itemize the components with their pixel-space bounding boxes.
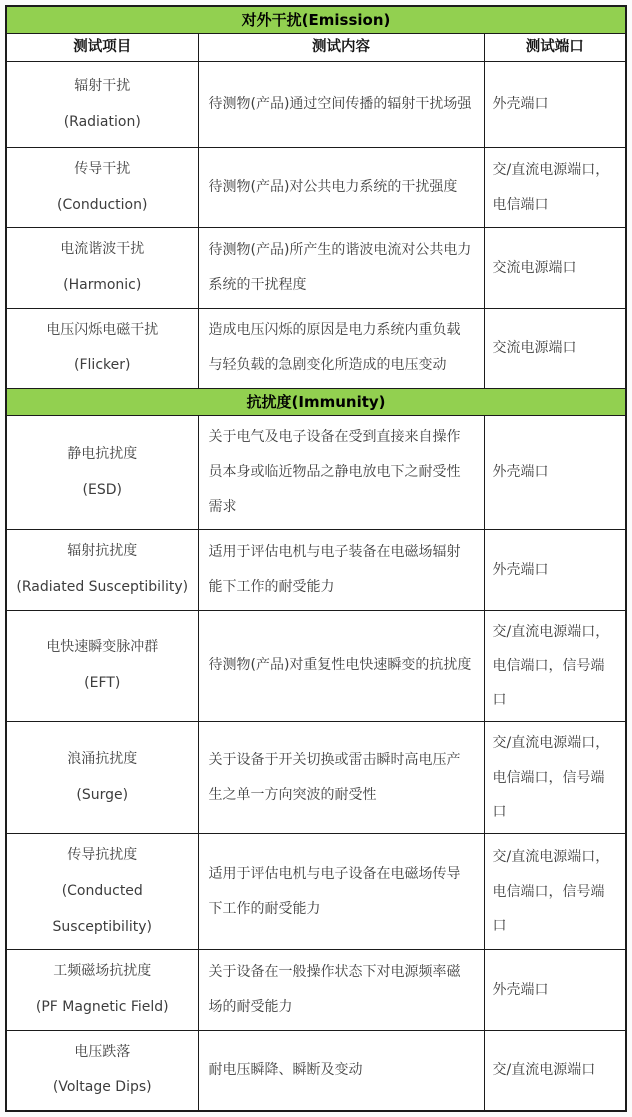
cell-test-port: 交流电源端口 <box>484 308 626 388</box>
table-row <box>6 610 626 722</box>
table-row <box>6 62 626 148</box>
table-row <box>6 308 626 388</box>
cell-test-item <box>6 834 198 950</box>
test-item-en: (Voltage Dips) <box>52 1079 152 1096</box>
cell-test-item <box>6 610 198 722</box>
cell-test-content: 待测物(产品)所产生的谐波电流对公共电力系统的干扰程度 <box>198 228 484 308</box>
table-row <box>6 1030 626 1111</box>
test-item-en: (Radiation) <box>63 113 141 130</box>
test-item-cn: 辐射抗扰度 <box>67 543 138 560</box>
test-item-cn: 工频磁场抗扰度 <box>53 963 152 980</box>
cell-test-port: 交/直流电源端口，电信端口，信号端口 <box>484 610 626 722</box>
table-row <box>6 722 626 834</box>
cell-test-port: 外壳端口 <box>484 530 626 610</box>
test-item-en: (Harmonic) <box>63 277 142 294</box>
test-item-cn: 静电抗扰度 <box>67 445 138 462</box>
cell-test-content: 造成电压闪烁的原因是电力系统内重负载与轻负载的急剧变化所造成的电压变动 <box>198 308 484 388</box>
cell-test-content: 适用于评估电机与电子设备在电磁场传导下工作的耐受能力 <box>198 834 484 950</box>
table-row <box>6 530 626 610</box>
test-item-cn: 电流谐波干扰 <box>60 241 145 258</box>
cell-test-port: 外壳端口 <box>484 416 626 530</box>
cell-test-item <box>6 308 198 388</box>
cell-test-content: 适用于评估电机与电子装备在电磁场辐射能下工作的耐受能力 <box>198 530 484 610</box>
test-item-en: (Conduction) <box>57 196 148 213</box>
table-row <box>6 834 626 950</box>
cell-test-content: 待测物(产品)对公共电力系统的干扰强度 <box>198 148 484 228</box>
cell-test-content: 关于电气及电子设备在受到直接来自操作员本身或临近物品之静电放电下之耐受性需求 <box>198 416 484 530</box>
test-item-en: (Flicker) <box>74 357 131 374</box>
test-item-en: (Conducted Susceptibility) <box>52 882 152 935</box>
test-item-cn: 传导抗扰度 <box>67 847 138 864</box>
test-item-en: (Surge) <box>76 786 129 803</box>
test-item-cn: 电压跌落 <box>74 1043 131 1060</box>
cell-test-content: 关于设备于开关切换或雷击瞬时高电压产生之单一方向突波的耐受性 <box>198 722 484 834</box>
test-item-cn: 辐射干扰 <box>74 77 131 94</box>
cell-test-port: 外壳端口 <box>484 950 626 1030</box>
column-header-content: 测试内容 <box>198 34 484 62</box>
table-row <box>6 389 626 416</box>
table-row <box>6 950 626 1030</box>
test-item-cn: 电压闪烁电磁干扰 <box>46 321 159 338</box>
table-row <box>6 148 626 228</box>
cell-test-item <box>6 416 198 530</box>
test-item-cn: 传导干扰 <box>74 161 131 177</box>
test-item-en: (Radiated Susceptibility) <box>16 578 189 595</box>
table-row <box>6 416 626 530</box>
cell-test-content: 耐电压瞬降、瞬断及变动 <box>198 1030 484 1111</box>
table-row <box>6 228 626 308</box>
cell-test-item <box>6 148 198 228</box>
column-header-item: 测试项目 <box>6 34 198 62</box>
emc-test-table <box>5 5 627 1112</box>
cell-test-port: 交/直流电源端口，电信端口 <box>484 148 626 228</box>
cell-test-port: 交/直流电源端口 <box>484 1030 626 1111</box>
cell-test-port: 外壳端口 <box>484 62 626 148</box>
cell-test-item <box>6 530 198 610</box>
cell-test-content: 关于设备在一般操作状态下对电源频率磁场的耐受能力 <box>198 950 484 1030</box>
cell-test-item <box>6 1030 198 1111</box>
cell-test-item <box>6 62 198 148</box>
cell-test-port: 交/直流电源端口，电信端口，信号端口 <box>484 834 626 950</box>
cell-test-port: 交流电源端口 <box>484 228 626 308</box>
cell-test-item <box>6 950 198 1030</box>
section-header-emission: 对外干扰(Emission) <box>6 6 626 34</box>
cell-test-item <box>6 722 198 834</box>
cell-test-content: 待测物(产品)通过空间传播的辐射干扰场强 <box>198 62 484 148</box>
table-row <box>6 6 626 34</box>
cell-test-item <box>6 228 198 308</box>
column-header-port: 测试端口 <box>484 34 626 62</box>
section-header-immunity: 抗扰度(Immunity) <box>6 389 626 416</box>
cell-test-content: 待测物(产品)对重复性电快速瞬变的抗扰度 <box>198 610 484 722</box>
test-item-en: (ESD) <box>82 481 122 498</box>
table-row <box>6 34 626 62</box>
test-item-en: (EFT) <box>84 674 121 691</box>
test-item-cn: 电快速瞬变脉冲群 <box>46 639 159 656</box>
test-item-en: (PF Magnetic Field) <box>35 999 169 1016</box>
test-item-cn: 浪涌抗扰度 <box>67 751 138 768</box>
cell-test-port: 交/直流电源端口，电信端口，信号端口 <box>484 722 626 834</box>
